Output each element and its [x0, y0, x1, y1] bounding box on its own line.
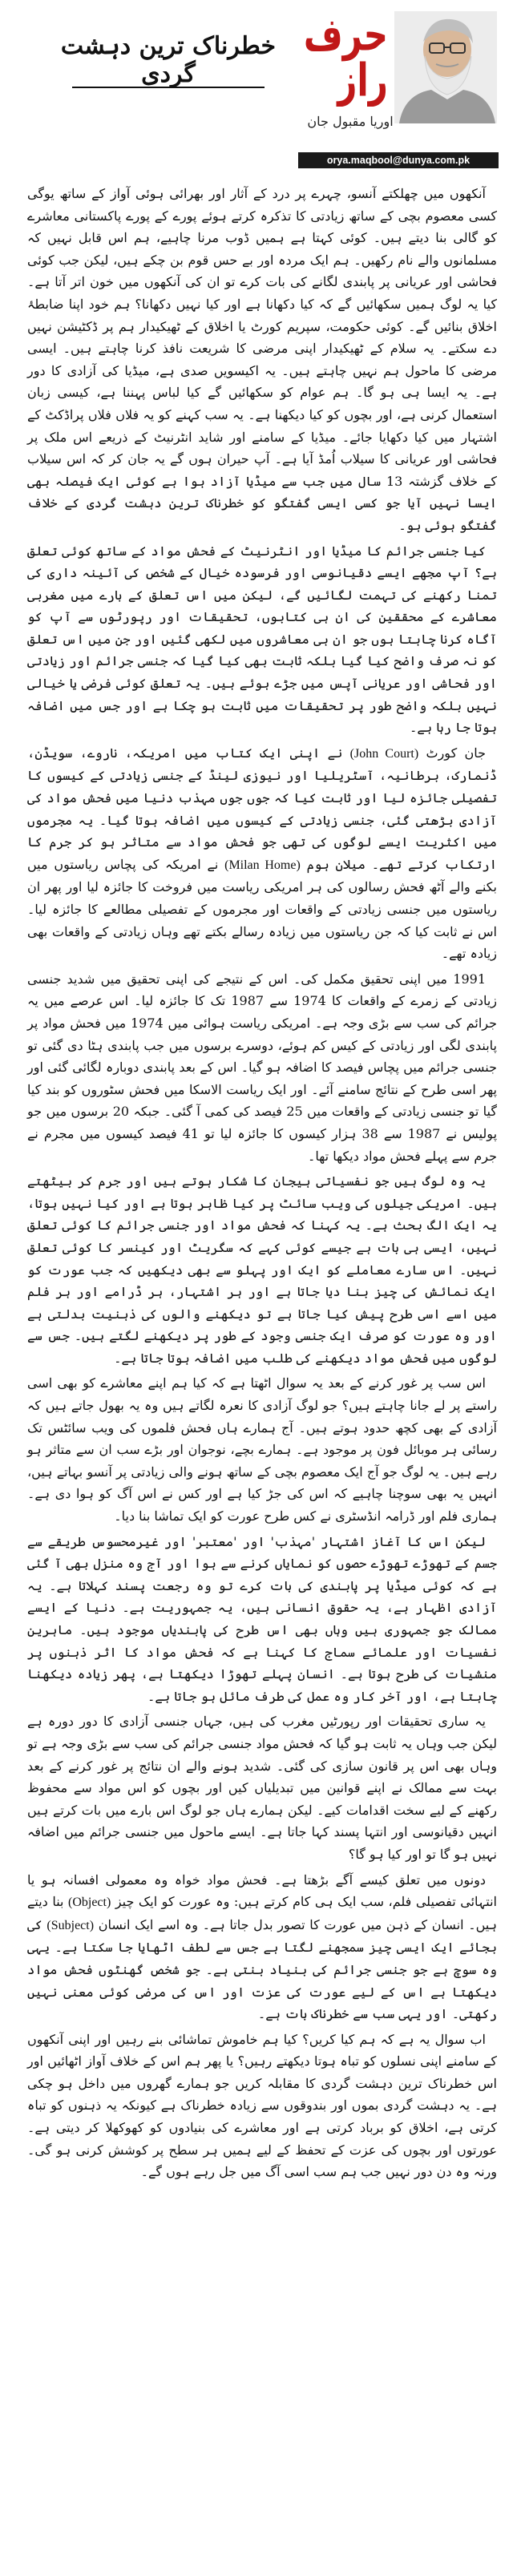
article-paragraph: یہ ساری تحقیقات اور رپورٹیں مغرب کی ہیں، جہاں جنسی آزادی کا دور دورہ ہے لیکن جب وہاں یہ ثابت ہو گیا کہ فحش مواد جنسی جرائم کی سب سے بڑی وجہ ہے تو وہاں بھی اس پر قانون سازی کی گئی۔ شدید ہونے والے ان نتائج پر غور کرنے کے بعد بہت سے ممالک نے اپنے قوانین میں تبدیلیاں کیں اور بچوں کو اس مواد سے محفوظ رکھنے کے لیے سخت اقدامات کیے۔ لیکن ہمارے ہاں جو لوگ اس بارے میں بات کرتے ہیں انہیں دقیانوسی اور انتہا پسند کہا جاتا ہے۔ ایسے ماحول میں جنسی جرائم میں اضافہ نہیں ہو گا تو اور کیا ہو گا؟ [27, 1714, 497, 1862]
column-header [0, 0, 521, 168]
article-paragraph: آنکھوں میں چھلکتے آنسو، چہرے پر درد کے آثار اور بھرائی ہوئی آواز کے ساتھ یوگی کسی معصوم بچی کے ساتھ زیادتی کا تذکرہ کرتے ہوئے پورے کے پورے پاکستانی معاشرے کو گالی بنا دیتے ہیں۔ کوئی کہتا ہے ہمیں ڈوب مرنا چاہیے، ہم اس قابل نہیں کہ مسلمانوں والے نام رکھیں۔ ہم ایک مردہ اور بے حس قوم بن چکے ہیں، لیکن جب کوئی فحاشی اور عریانی پر پابندی لگانے کی بات کرے تو ان کی آنکھوں میں خون اتر آتا ہے۔ کیا یہ لوگ ہمیں سکھائیں گے کہ کیا دکھانا ہے اور کیا نہیں دکھانا؟ ہم خود اپنا ضابطۂ اخلاق بنائیں گے۔ کوئی حکومت، سپریم کورٹ یا اخلاق کے ٹھیکیدار ہم پر ڈکٹیشن نہیں دے سکتے۔ یہ سلام کے ٹھیکیدار اپنی مرضی کا شریعت نافذ کرنا چاہتے ہیں۔ ایسی مرضی کا ماحول ہم نہیں چاہتے ہیں۔ یہ اکیسویں صدی ہے، میڈیا کی آزادی کا دور ہے۔ یہ ایسا ہی ہو گا۔ ہم عوام کو سکھائیں گے کیا لباس پہننا ہے، کیسی زبان استعمال کرنی ہے، اور بچوں کو کیا دیکھنا ہے۔ یہ سب کہنے کو یہ فلاں فلاں پراڈکٹ کے اشتہار میں کیا دکھایا جائے۔ میڈیا کے سامنے اور شاید انٹرنیٹ کے ذریعے اس ملک پر فحاشی اور عریانی کا سیلاب اُمڈ آیا ہے۔ آپ حیران ہوں گے یہ جان کر کہ اس سیلاب کے خلاف گزشتہ 13 سال میں جب سے میڈیا آزاد ہوا ہے کوئی ایک فیصلہ بھی ایسا نہیں آیا جو کسی ایسی گفتگو کو خطرناک ترین دہشت گردی کے خلاف گفتگو ہوئی ہو۔ [27, 186, 498, 533]
article-paragraph: 1991 میں اپنی تحقیق مکمل کی۔ اس کے نتیجے کی اپنی تحقیق میں شدید جنسی زیادتی کے زمرے کے واقعات کا 1974 سے 1987 تک کا جائزہ لیا۔ اس عرصے میں یہ جرائم کی سب سے بڑی وجہ ہے۔ امریکی ریاست ہوائی میں 1974 میں فحش مواد پر پابندی لگی اور زیادتی کے کیس کم ہوئے، دوسرے برسوں میں جب پابندی ہٹا دی گئی تو جنسی جرائم میں پچاس فیصد کا اضافہ ہو گیا۔ اس کے بعد پابندی دوبارہ لگائی گئی اور پھر اسی طرح کے نتائج سامنے آئے۔ اور ایک ریاست الاسکا میں فحش سٹوروں کو بند کیا گیا تو جنسی زیادتی کے واقعات میں 25 فیصد کی کمی آ گئی۔ جبکہ 20 برسوں میں جو پولیس نے 1987 سے 38 ہزار کیسوں کا جائزہ لیا تو 41 فیصد کیسوں میں مجرم نے جرم سے پہلے فحش مواد دیکھا تھا۔ [27, 971, 498, 1164]
article-paragraph: اب سوال یہ ہے کہ ہم کیا کریں؟ کیا ہم خاموش تماشائی بنے رہیں اور اپنی آنکھوں کے سامنے اپنی نسلوں کو تباہ ہوتا دیکھتے رہیں؟ یا پھر ہم اس کے خلاف آواز اٹھائیں اور اس خطرناک ترین دہشت گردی کا مقابلہ کریں جو ہمارے گھروں میں داخل ہو چکی ہے۔ یہ دہشت گردی بموں اور بندوقوں سے زیادہ خطرناک ہے کیونکہ یہ ذہنوں کو تباہ کرتی ہے، اخلاق کو برباد کرتی ہے اور معاشرے کی بنیادوں کو کھوکھلا کر دیتی ہے۔ عورتوں اور بچوں کی عزت کے تحفظ کے لیے ہمیں ہر سطح پر کوشش کرنی ہو گی۔ ورنہ وہ دن دور نہیں جب ہم سب اسی آگ میں جل رہے ہوں گے۔ [27, 2031, 498, 2180]
article-paragraph: اس سب پر غور کرنے کے بعد یہ سوال اٹھتا ہے کہ کیا ہم اپنے معاشرے کو بھی اسی راستے پر لے جانا چاہتے ہیں؟ جو لوگ آزادی کا نعرہ لگاتے ہیں وہ یہ بھول جاتے ہیں کہ آزادی کے بھی کچھ حدود ہوتے ہیں۔ آج ہمارے ہاں فحش فلموں کی ویب سائٹس تک رسائی ہر موبائل فون پر موجود ہے۔ ہمارے بچے، نوجوان اور بڑے سب ان سے متاثر ہو رہے ہیں۔ یہ لوگ جو آج ایک معصوم بچی کے ساتھ ہونے والی زیادتی پر آنسو بہاتے ہیں، انہیں یہ بھی سوچنا چاہیے کہ اس کی جڑ کیا ہے اور کس نے اس آگ کو ہوا دی ہے۔ ہماری فلم اور ڈرامہ انڈسٹری نے کس طرح عورت کو ایک تماشا بنا دیا۔ [27, 1375, 497, 1524]
article-paragraph: دونوں میں تعلق کیسے آگے بڑھتا ہے۔ فحش مواد خواہ وہ معمولی افسانہ ہو یا انتہائی تفصیلی فلم، سب ایک ہی کام کرتے ہیں: وہ عورت کو ایک چیز (Object) بنا دیتے ہیں۔ انسان کے ذہن میں عورت کا تصور بدل جاتا ہے۔ وہ اسے ایک انسان (Subject) کی بجائے ایک ایسی چیز سمجھنے لگتا ہے جس سے لطف اٹھایا جا سکتا ہے۔ یہی وہ سوچ ہے جو جنسی جرائم کی بنیاد بنتی ہے۔ جو شخص گھنٹوں فحش مواد دیکھتا ہے اس کے لیے عورت کی عزت اور اس کی مرضی کوئی معنی نہیں رکھتی۔ اور یہی سب سے خطرناک بات ہے۔ [27, 1871, 498, 2022]
article-paragraph: یہ وہ لوگ ہیں جو نفسیاتی ہیجان کا شکار ہوتے ہیں اور جرم کر بیٹھتے ہیں۔ امریکی جیلوں کی ویب سائٹ پر کیا ظاہر ہوتا ہے اور کیا نہیں ہوتا، یہ ایک الگ بحث ہے۔ یہ کہنا کہ فحش مواد اور جنسی جرائم کا کوئی تعلق نہیں، ایسی ہی بات ہے جیسے کوئی کہے کہ سگریٹ اور کینسر کا کوئی تعلق نہیں۔ اس سارے معاملے کو ایک اور پہلو سے بھی دیکھیں کہ جب عورت کو ایک نمائش کی چیز بنا دیا جاتا ہے اور ہر اشتہار، ہر ڈرامے اور ہر فلم میں اسے اسی طرح پیش کیا جاتا ہے تو دیکھنے والوں کی ذہنیت بدلتی ہے اور وہ عورت کو صرف ایک جنسی وجود کے طور پر دیکھنے لگتے ہیں۔ جس سے لوگوں میں فحش مواد دیکھنے کی طلب میں اضافہ ہوتا جاتا ہے۔ [27, 1173, 497, 1366]
article-paragraph: جان کورٹ (John Court) نے اپنی ایک کتاب میں امریکہ، ناروے، سویڈن، ڈنمارک، برطانیہ، آسٹریلیا اور نیوزی لینڈ کے جنسی زیادتی کے کیسوں کا تفصیلی جائزہ لیا اور ثابت کیا کہ جوں جوں مہذب دنیا میں فحش مواد کی آزادی بڑھتی گئی، جنسی زیادتی کے کیسوں میں اضافہ ہوتا گیا۔ یہ مجرموں میں اکثریت ایسے لوگوں کی تھی جو فحش مواد سے متاثر ہو کر جرم کا ارتکاب کرتے تھے۔ میلان ہوم (Milan Home) نے امریکہ کی پچاس ریاستوں میں بکنے والے آٹھ فحش رسالوں کی ہر امریکی ریاست میں فروخت کا جائزہ لیا اور پھر ان ریاستوں میں جنسی زیادتی کے واقعات اور مجرموں کے تفصیلی مطالعے کا جائزہ لیا۔ اس نے ثابت کیا کہ جن ریاستوں میں زیادہ رسالے بکتے تھے وہاں زیادتی کے واقعات بھی زیادہ تھے۔ [27, 745, 497, 962]
column-title: خطرناک ترین دہشت گردی [60, 32, 277, 88]
author-portrait [394, 11, 497, 123]
author-name: اوریا مقبول جان [307, 114, 394, 129]
column-logo [298, 7, 388, 107]
article-paragraph: لیکن اس کا آغاز اشتہار 'مہذب' اور 'معتبر' اور غیرمحسوس طریقے سے جسم کے تھوڑے تھوڑے حصوں کو نمایاں کرنے سے ہوا اور آج وہ منزل بھی آ گئی ہے کہ کوئی میڈیا پر پابندی کی بات کرے تو وہ رجعت پسند کہلاتا ہے۔ یہ آزادی اظہار ہے، یہ حقوق انسانی ہیں، یہ جمہوریت ہے۔ دنیا کے ایسے ممالک جو جمہوری ہیں وہاں بھی اس طرح کی پابندیاں موجود ہیں۔ ماہرین نفسیات اور علمائے سماج کا کہنا ہے کہ فحش مواد کا اثر ذہنوں پر منشیات کی طرح ہوتا ہے۔ انسان پہلے تھوڑا دیکھتا ہے، پھر زیادہ دیکھنا چاہتا ہے، اور آخر کار وہ عمل کی طرف مائل ہو جاتا ہے۔ [27, 1533, 497, 1704]
article-paragraph: کیا جنسی جرائم کا میڈیا اور انٹرنیٹ کے فحش مواد کے ساتھ کوئی تعلق ہے؟ آپ مجھے ایسے دقیانوسی اور فرسودہ خیال کے شخص کی آئینہ داری کی تمنا رکھنے کی تہمت لگائیں گے، لیکن میں اس تعلق کے بارے میں مغربی معاشرے کے محققین کی ان ہی کتابوں، تحقیقات اور رپورٹوں سے آپ کو آگاہ کرنا چاہتا ہوں جو ان ہی معاشروں میں لکھی گئیں اور جن میں اس تعلق کو نہ صرف واضح کیا گیا بلکہ ثابت بھی کیا گیا کہ جنسی جرائم اور زیادتی اور فحاشی اور عریانی آپس میں جڑے ہوئے ہیں۔ یہ تعلق کوئی فرضی یا خیالی نہیں بلکہ واضح طور پر تحقیقات میں ثابت ہو چکا ہے اور جس میں اضافہ ہوتا جا رہا ہے۔ [27, 543, 497, 736]
masthead [298, 7, 499, 168]
article-body [27, 183, 497, 2186]
title-underline [72, 87, 265, 88]
author-email: orya.maqbool@dunya.com.pk [298, 152, 499, 168]
logo-wordmark: حرف راز [303, 7, 388, 107]
